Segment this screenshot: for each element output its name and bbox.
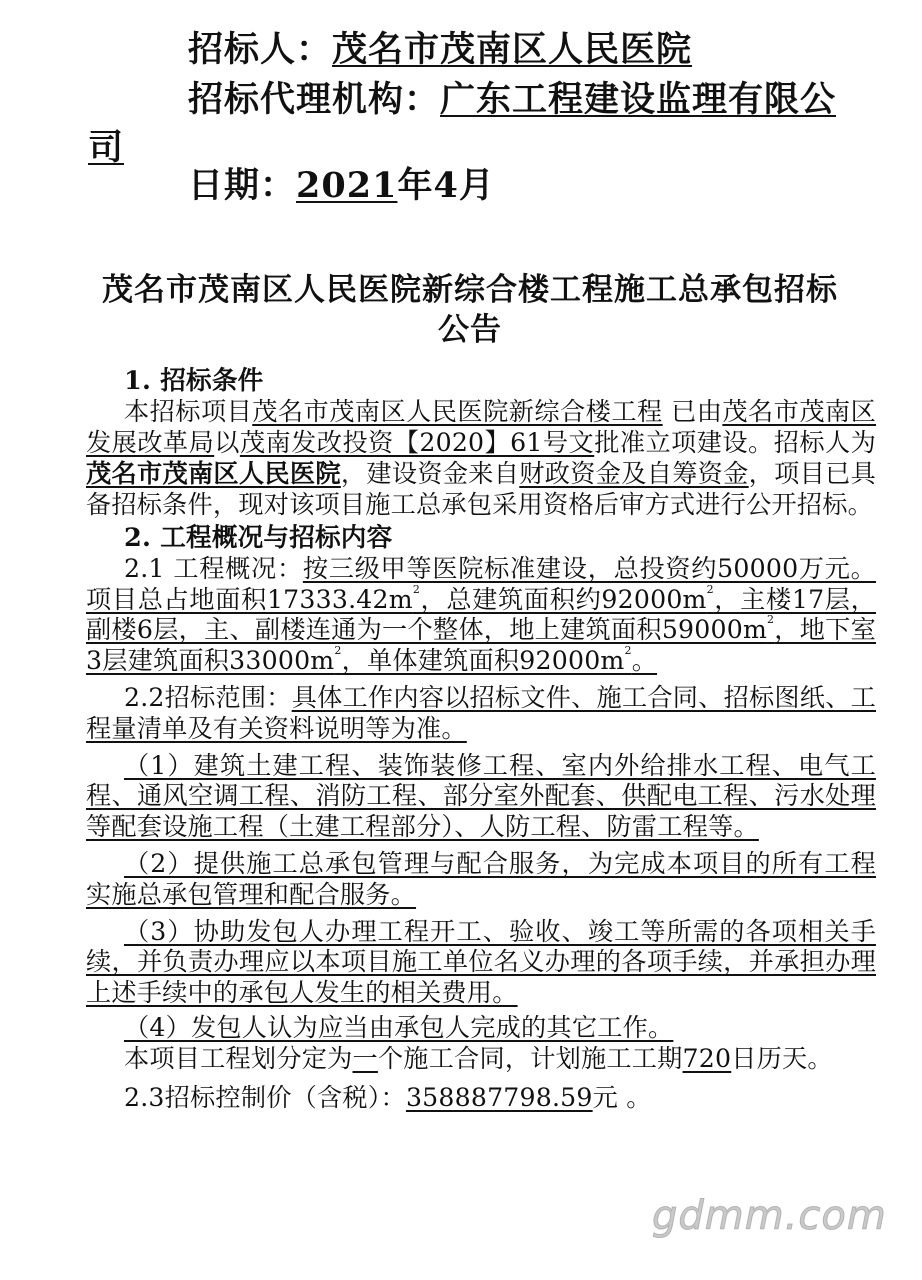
text-run: 本项目工程划分定为 — [124, 1043, 353, 1073]
section-2-2-label: 2.2招标范围： — [124, 682, 292, 712]
tenderer-name: 茂名市茂南区人民医院 — [86, 458, 341, 489]
approver-name: 茂名市茂南区发展改革局 — [86, 396, 877, 457]
scope-item-4 — [86, 1013, 876, 1044]
contract-days: 720 — [682, 1043, 732, 1073]
document-title — [60, 270, 880, 350]
text-run: 批准立项建设。招标人为 — [594, 427, 877, 457]
date-year-suffix: 年 — [397, 166, 434, 206]
text-run: 。 — [631, 646, 658, 676]
section-1-heading: 1. 招标条件 — [124, 366, 264, 396]
contract-paragraph — [86, 1044, 876, 1075]
text-run: 已由 — [662, 396, 723, 426]
date-month: 4 — [433, 165, 459, 206]
agency-value-cont: 司 — [88, 128, 125, 168]
tenderer-line — [88, 26, 888, 74]
watermark-text: gdmm.com — [652, 1193, 887, 1239]
text-run: ，单体建筑面积92000m — [341, 646, 625, 676]
section-1-paragraph — [86, 397, 876, 521]
scope-item-2-text: （2）提供施工总承包管理与配合服务，为完成本项目的所有工程实施总承包管理和配合服务。 — [86, 848, 876, 909]
control-price: 358887798.59 — [405, 1082, 593, 1112]
section-2-2-text: 具体工作内容以招标文件、施工合同、招标图纸、工程量清单及有关资料说明等为准。 — [86, 682, 876, 743]
superscript: 2 — [334, 644, 342, 658]
text-run: ，主楼17层，副楼6层，主、副楼连通为一个整体，地上建筑面积59000m — [86, 584, 877, 645]
scope-item-3-text: （3）协助发包人办理工程开工、验收、竣工等所需的各项相关手续，并负责办理应以本项目施工单位名义办理的各项手续，并承担办理上述手续中的承包人发生的相关费用。 — [86, 916, 876, 1008]
scope-item-2 — [86, 849, 876, 911]
contract-count: 一 — [352, 1043, 378, 1073]
scope-item-1-text: （1）建筑土建工程、装饰装修工程、室内外给排水工程、电气工程、通风空调工程、消防工程、部分室外配套、供配电工程、污水处理等配套设施工程（土建工程部分）、人防工程、防雷工程等。 — [86, 750, 876, 842]
agency-line — [88, 76, 888, 172]
text-run: ，总建筑面积约92000m — [420, 584, 707, 614]
approval-doc: 茂南发改投资【2020】61号文 — [239, 427, 595, 457]
superscript: 2 — [767, 613, 775, 627]
section-2-3-paragraph — [86, 1083, 876, 1114]
title-line-1: 茂名市茂南区人民医院新综合楼工程施工总承包招标 — [102, 272, 838, 308]
section-2-3-label: 2.3招标控制价（含税）： — [124, 1082, 406, 1112]
superscript: 2 — [624, 644, 632, 658]
document-body — [86, 364, 876, 1113]
agency-value: 广东工程建设监理有限公 — [440, 80, 837, 120]
text-run: ，建设资金来自 — [340, 459, 520, 489]
date-label: 日期： — [188, 166, 297, 206]
superscript: 2 — [706, 582, 714, 596]
funding-source: 财政资金及自筹资金 — [519, 459, 749, 489]
price-unit: 元 。 — [592, 1082, 652, 1112]
section-2-2-paragraph — [86, 683, 876, 745]
agency-label: 招标代理机构： — [188, 80, 441, 120]
section-2-heading: 2. 工程概况与招标内容 — [124, 522, 393, 553]
section-2-1-label: 2.1 工程概况： — [124, 553, 303, 583]
tenderer-value: 茂名市茂南区人民医院 — [332, 30, 693, 70]
scope-item-1 — [86, 751, 876, 843]
date-year: 2021 — [296, 165, 398, 206]
text-run: 个施工合同，计划施工工期 — [377, 1043, 683, 1073]
scope-item-4-text: （4）发包人认为应当由承包人完成的其它工作。 — [124, 1012, 674, 1042]
title-line-2: 公告 — [438, 312, 502, 348]
project-name: 茂名市茂南区人民医院新综合楼工程 — [252, 396, 663, 426]
text-run: ，地下室3层建筑面积33000m — [86, 615, 876, 676]
text-run: 日历天。 — [731, 1043, 833, 1073]
scope-item-3 — [86, 917, 876, 1009]
text-run: ，项目已具备招标条件，现对该项目施工总承包采用资格后审方式进行公开招标。 — [86, 459, 877, 520]
date-line — [88, 162, 888, 210]
text-run: 按三级甲等医院标准建设，总投资约50000万元。项目总占地面积17333.42m — [86, 553, 876, 614]
text-run: 以 — [214, 427, 240, 457]
tenderer-label: 招标人： — [188, 30, 333, 70]
superscript: 2 — [412, 582, 421, 596]
text-run: 本招标项目 — [124, 396, 253, 426]
date-month-suffix: 月 — [458, 166, 495, 206]
section-2-1-paragraph — [86, 554, 876, 677]
